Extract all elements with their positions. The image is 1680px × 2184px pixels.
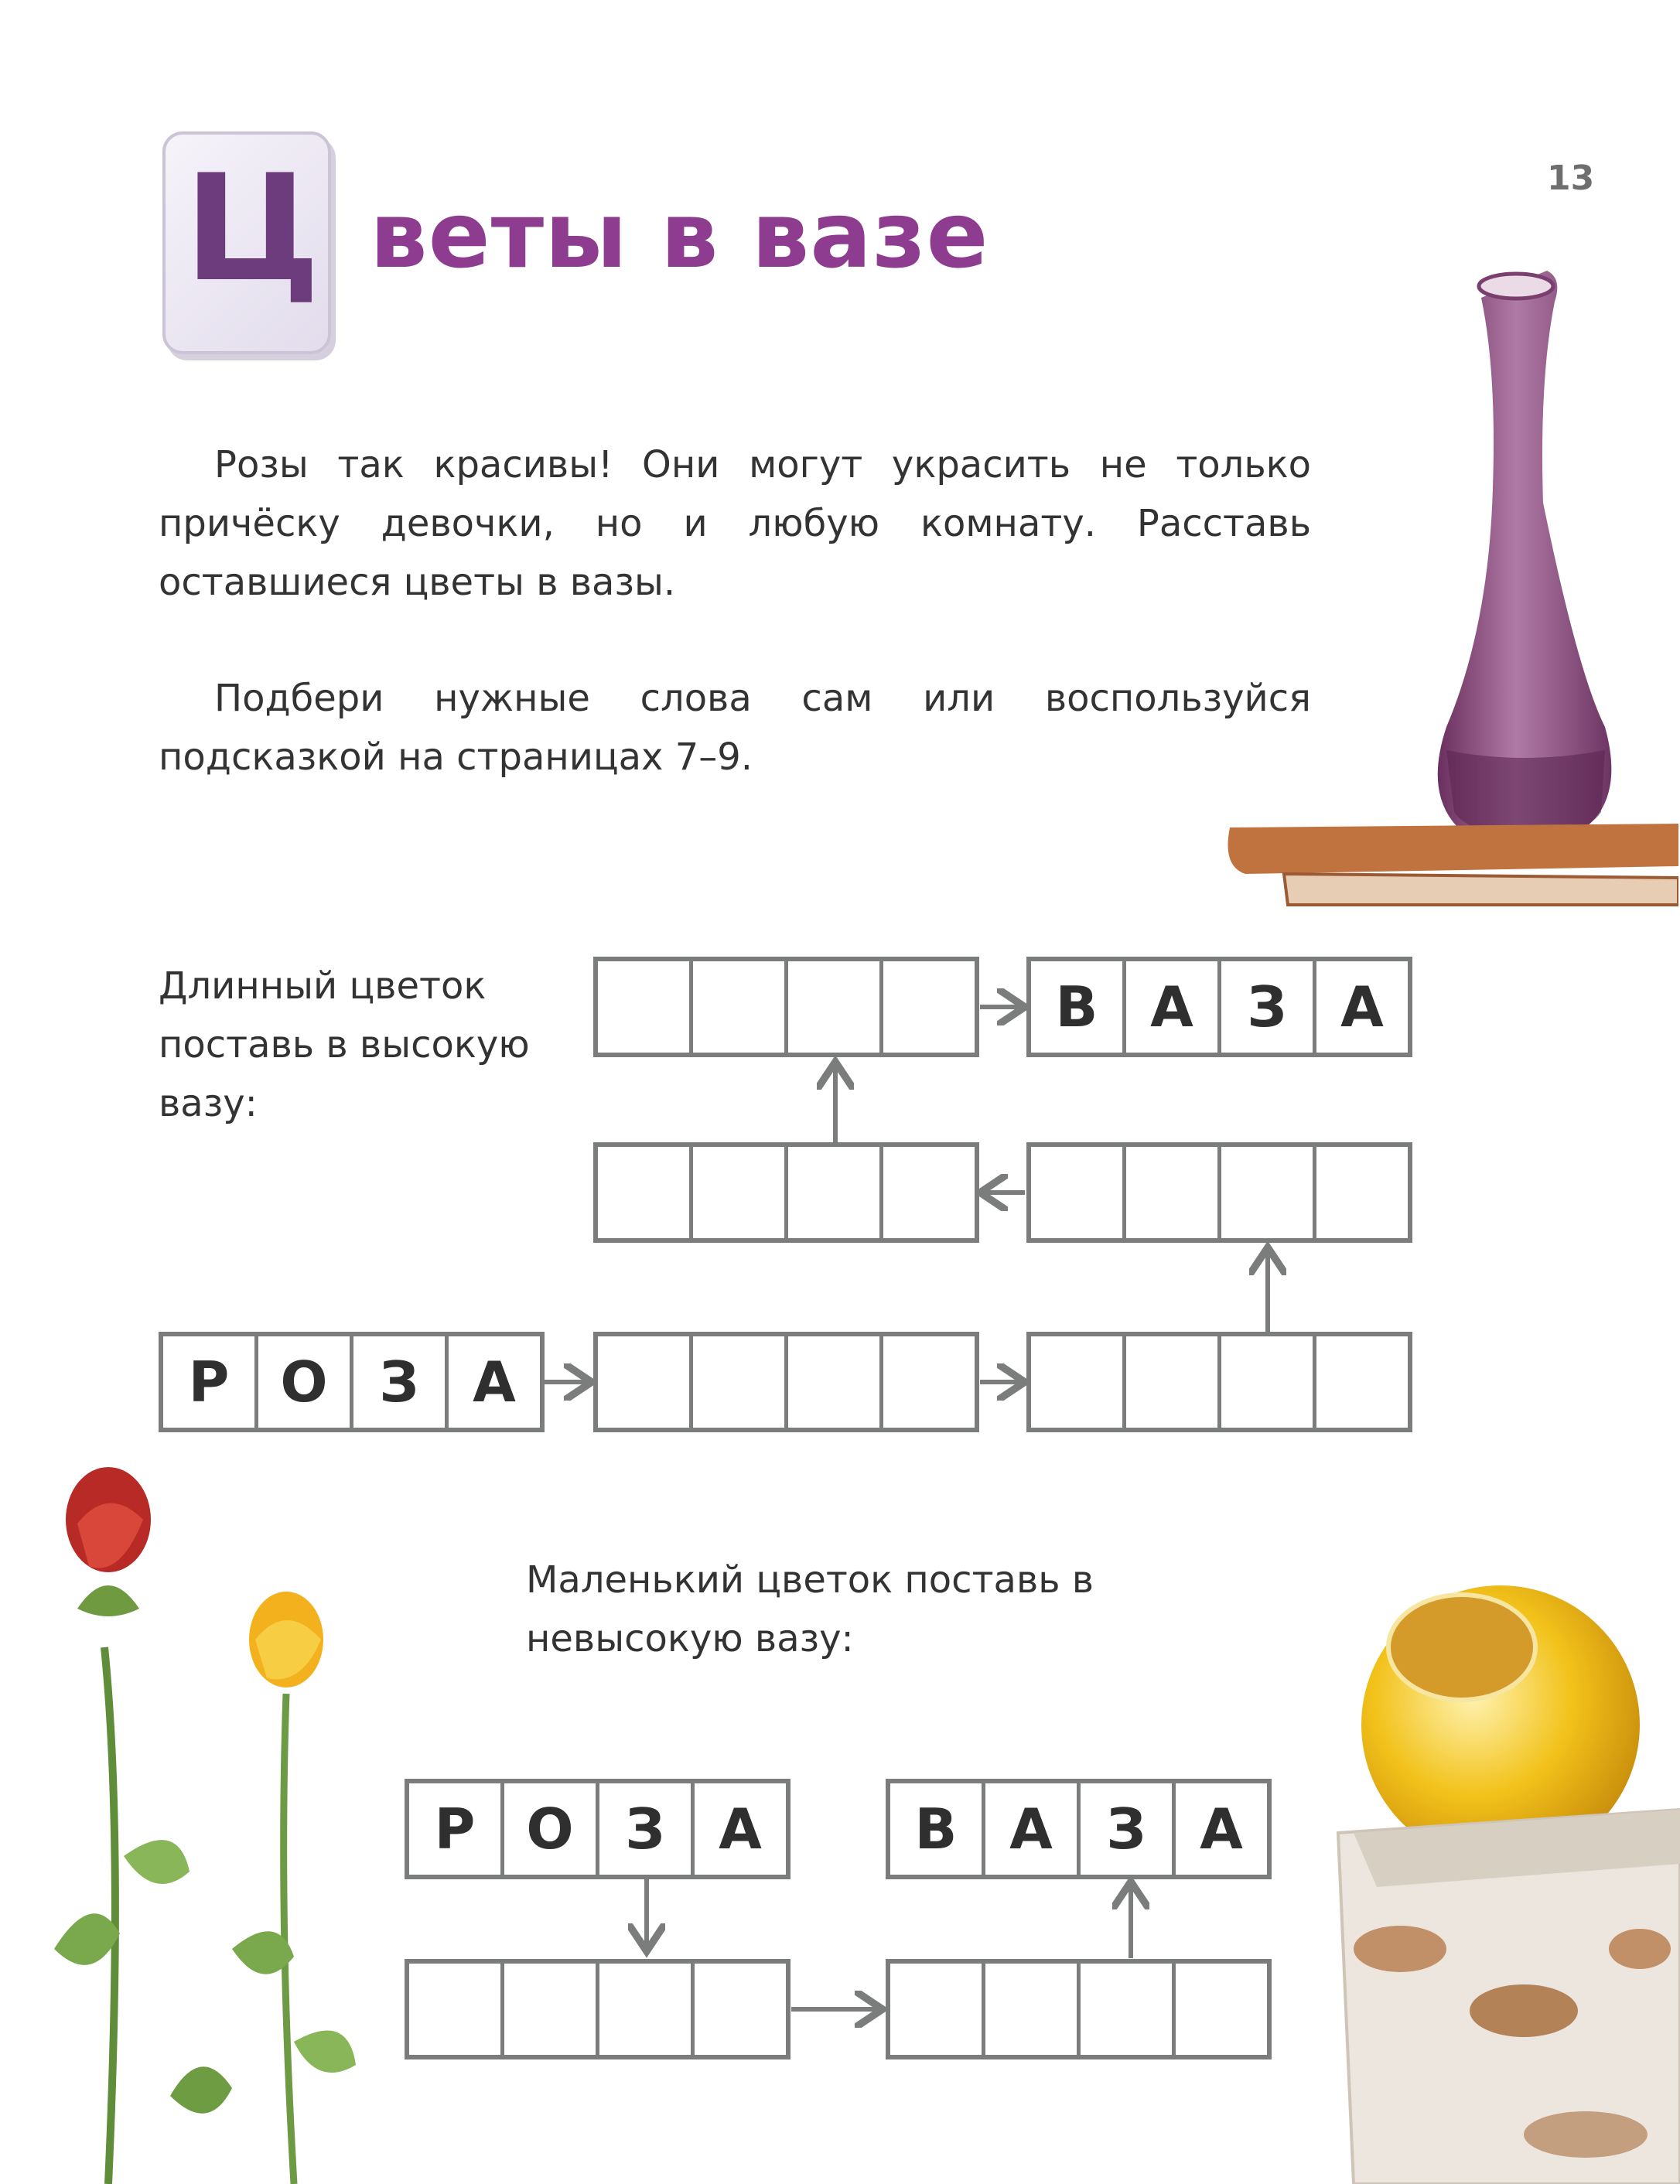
word-grid-short-a [405, 1959, 790, 2059]
letter-cell[interactable] [1031, 1336, 1126, 1428]
letter-cell[interactable] [1316, 1147, 1408, 1238]
letter-cell: А [1126, 961, 1221, 1053]
hint-text: Подбери нужные слова сам или воспользуйся подсказкой на страницах 7–9. [159, 677, 1311, 779]
instruction-long-flower: Длинный цветок поставь в высокую вазу: [159, 964, 530, 1125]
letter-cell: З [1081, 1783, 1176, 1875]
title-first-letter: Ц [184, 143, 321, 314]
letter-cell: З [599, 1783, 695, 1875]
letter-cell: Р [163, 1336, 258, 1428]
letter-cell[interactable] [788, 1147, 883, 1238]
letter-cell[interactable] [1031, 1147, 1126, 1238]
word-grid-long-start [159, 1332, 545, 1432]
letter-cell[interactable] [883, 1147, 975, 1238]
letter-cell[interactable] [890, 1964, 985, 2055]
letter-cell[interactable] [985, 1964, 1081, 2055]
letter-cell: Р [409, 1783, 504, 1875]
intro-text: Розы так красивы! Они могут украсить не только причёску девочки, но и любую комнату. Расставь оставшиеся цветы в вазы. [159, 443, 1311, 604]
letter-cell[interactable] [598, 1336, 693, 1428]
page-number: 13 [1547, 159, 1595, 198]
letter-cell: А [1340, 974, 1384, 1039]
letter-cell: А [985, 1783, 1081, 1875]
word-grid-r1a [593, 957, 979, 1057]
letter-cell: А [719, 1797, 762, 1862]
letter-cell[interactable] [693, 961, 788, 1053]
letter-cell: О [504, 1783, 599, 1875]
word-grid-short-b [886, 1959, 1272, 2059]
word-grid-r3a [593, 1332, 979, 1432]
letter-cell[interactable] [1081, 1964, 1176, 2055]
letter-cell[interactable] [1126, 1336, 1221, 1428]
page-title: веты в вазе [370, 182, 989, 288]
letter-cell[interactable] [883, 961, 975, 1053]
letter-cell[interactable] [598, 961, 693, 1053]
letter-cell[interactable] [409, 1964, 504, 2055]
word-grid-short-start [405, 1779, 790, 1879]
letter-cell[interactable] [1221, 1147, 1316, 1238]
letter-cell[interactable] [504, 1964, 599, 2055]
word-grid-long-end [1026, 957, 1412, 1057]
letter-cell: О [258, 1336, 353, 1428]
letter-cell: В [1031, 961, 1126, 1053]
letter-cell[interactable] [788, 1336, 883, 1428]
letter-cell: З [1221, 961, 1316, 1053]
letter-cell: В [890, 1783, 985, 1875]
letter-cell[interactable] [1126, 1147, 1221, 1238]
letter-cell[interactable] [788, 961, 883, 1053]
letter-cell[interactable] [693, 1147, 788, 1238]
letter-cell[interactable] [598, 1147, 693, 1238]
letter-cell[interactable] [1316, 1336, 1408, 1428]
letter-cell[interactable] [883, 1336, 975, 1428]
letter-cell: З [353, 1336, 449, 1428]
letter-cell[interactable] [695, 1964, 786, 2055]
letter-cell[interactable] [693, 1336, 788, 1428]
letter-cell[interactable] [599, 1964, 695, 2055]
letter-cell: А [1200, 1797, 1243, 1862]
word-grid-r2b [1026, 1142, 1412, 1243]
instruction-small-flower: Маленький цветок поставь в невысокую вазу: [526, 1558, 1094, 1660]
word-grid-r3b [1026, 1332, 1412, 1432]
letter-cell: А [473, 1350, 516, 1414]
word-grid-r2a [593, 1142, 979, 1243]
letter-cell[interactable] [1176, 1964, 1267, 2055]
word-grid-short-end [886, 1779, 1272, 1879]
letter-cell[interactable] [1221, 1336, 1316, 1428]
